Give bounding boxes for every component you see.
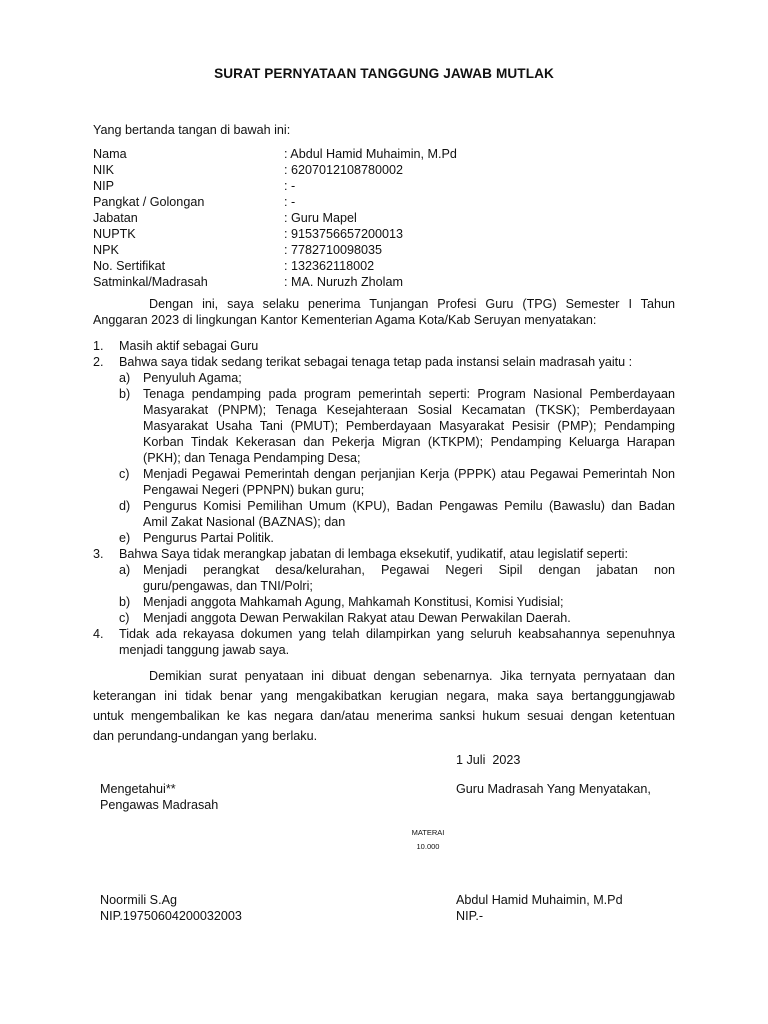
identity-value: : MA. Nuruzh Zholam — [284, 275, 403, 289]
list-line: Amil Zakat Nasional (BAZNAS); dan — [143, 515, 346, 529]
identity-label: Pangkat / Golongan — [93, 195, 205, 209]
identity-row — [93, 146, 693, 162]
sub-list-item-letter: d) — [119, 499, 131, 513]
statement-line: Anggaran 2023 di lingkungan Kantor Kementerian Agama Kota/Kab Seruyan menyatakan: — [93, 313, 597, 327]
list-item-text — [119, 546, 675, 562]
sub-list-item-letter: c) — [119, 611, 130, 625]
identity-value: : 9153756657200013 — [284, 227, 404, 241]
right-signatory-nip: NIP.- — [456, 909, 484, 923]
identity-row — [93, 226, 693, 242]
identity-label: NIK — [93, 163, 114, 177]
statement-paragraph — [93, 296, 675, 328]
left-signatory-name: Noormili S.Ag — [100, 893, 177, 907]
left-signature-role: Pengawas Madrasah — [100, 798, 219, 812]
sub-list-item-text — [143, 530, 675, 546]
right-signature-heading: Guru Madrasah Yang Menyatakan, — [456, 782, 651, 796]
sub-list-item-text — [143, 498, 675, 530]
closing-line: untuk mengembalikan ke kas negara dan/atau menerima sanksi hukum sesuai dengan ketentuan — [93, 709, 675, 723]
sub-list-item — [93, 610, 675, 626]
sub-list-item-letter: a) — [119, 563, 131, 577]
sub-list-item — [93, 530, 675, 546]
sub-list-item-letter: b) — [119, 595, 131, 609]
list-line: Bahwa saya tidak sedang terikat sebagai tenaga tetap pada instansi selain madrasah yaitu : — [119, 355, 633, 369]
list-item — [93, 354, 675, 370]
identity-label: Jabatan — [93, 211, 138, 225]
statement-line: Dengan ini, saya selaku penerima Tunjangan Profesi Guru (TPG) Semester I Tahun — [149, 297, 675, 311]
sub-list-item — [93, 386, 675, 466]
closing-line: dan perundang-undangan yang berlaku. — [93, 729, 318, 743]
identity-row — [93, 258, 693, 274]
right-signature-block — [456, 781, 651, 797]
left-signature-heading: Mengetahui** — [100, 782, 176, 796]
list-line: Menjadi perangkat desa/kelurahan, Pegawai Negeri Sipil dengan jabatan non — [143, 563, 675, 577]
list-item-text — [119, 626, 675, 658]
left-signature-block — [100, 781, 218, 813]
identity-row — [93, 210, 693, 226]
right-signatory-name: Abdul Hamid Muhaimin, M.Pd — [456, 893, 623, 907]
identity-table — [93, 146, 693, 290]
list-line: Masyarakat Usaha Tani (PMUT); Pemberdayaan Masyarakat Pesisir (PMP); Pendamping — [143, 419, 675, 433]
identity-value: : 132362118002 — [284, 259, 375, 273]
list-line: Masyarakat (PNPM); Tenaga Kesejahteraan Sosial Kecamatan (TKSK); Pemberdayaan — [143, 403, 675, 417]
list-line: Bahwa Saya tidak merangkap jabatan di lembaga eksekutif, yudikatif, atau legislatif seperti: — [119, 547, 628, 561]
list-line: (PKH); dan Tenaga Pendamping Desa; — [143, 451, 361, 465]
sub-list-item — [93, 466, 675, 498]
identity-label: Nama — [93, 147, 127, 161]
left-signatory-nip: NIP.19750604200032003 — [100, 909, 242, 923]
identity-value: : 7782710098035 — [284, 243, 383, 257]
sub-list-item — [93, 498, 675, 530]
sub-list-item — [93, 370, 675, 386]
sub-list-item-letter: c) — [119, 467, 130, 481]
materai-value: 10.000 — [416, 842, 440, 851]
closing-line: keterangan ini tidak benar yang mengakibatkan kerugian negara, maka saya bertanggungjawab — [93, 689, 675, 703]
list-line: Menjadi Pegawai Pemerintah dengan perjanjian Kerja (PPPK) atau Pegawai Pemerintah Non — [143, 467, 675, 481]
list-line: Masih aktif sebagai Guru — [119, 339, 259, 353]
identity-row — [93, 178, 693, 194]
identity-row — [93, 274, 693, 290]
list-line: Pengurus Partai Politik. — [143, 531, 274, 545]
signing-date: 1 Juli 2023 — [456, 753, 521, 767]
sub-list-item-letter: a) — [119, 371, 131, 385]
list-item-number: 4. — [93, 627, 104, 641]
list-item — [93, 546, 675, 562]
list-line: Tenaga pendamping pada program pemerintah seperti: Program Nasional Pemberdayaan — [143, 387, 675, 401]
identity-row — [93, 162, 693, 178]
sub-list-item-text — [143, 594, 675, 610]
list-line: Penyuluh Agama; — [143, 371, 242, 385]
sub-list-item-text — [143, 370, 675, 386]
sub-list-item-letter: e) — [119, 531, 131, 545]
sub-list-item-text — [143, 562, 675, 594]
identity-label: NPK — [93, 243, 119, 257]
materai-stamp — [396, 826, 460, 854]
closing-line: Demikian surat penyataan ini dibuat dengan sebenarnya. Jika ternyata pernyataan dan — [149, 669, 675, 683]
statement-list — [93, 338, 675, 658]
identity-label: No. Sertifikat — [93, 259, 166, 273]
sub-list-item — [93, 594, 675, 610]
list-line: guru/pengawas, dan TNI/Polri; — [143, 579, 313, 593]
materai-label: MATERAI — [411, 828, 445, 837]
list-item-text — [119, 354, 675, 370]
list-item — [93, 626, 675, 658]
closing-paragraph — [93, 666, 675, 746]
list-line: Korban Tindak Kekerasan dan Pekerja Migran (KTKPM); Pendamping Keluarga Harapan — [143, 435, 675, 449]
list-line: Pengurus Komisi Pemilihan Umum (KPU), Badan Pengawas Pemilu (Bawaslu) dan Badan — [143, 499, 675, 513]
list-item-text — [119, 338, 675, 354]
identity-label: NIP — [93, 179, 114, 193]
sub-list-item-text — [143, 610, 675, 626]
identity-value: : Abdul Hamid Muhaimin, M.Pd — [284, 147, 457, 161]
identity-label: Satminkal/Madrasah — [93, 275, 208, 289]
list-item-number: 2. — [93, 355, 104, 369]
intro-text: Yang bertanda tangan di bawah ini: — [93, 123, 291, 137]
list-line: Tidak ada rekayasa dokumen yang telah dilampirkan yang seluruh keabsahannya sepenuhnya — [119, 627, 675, 641]
right-signatory — [456, 892, 623, 924]
identity-row — [93, 242, 693, 258]
sub-list-item-text — [143, 386, 675, 466]
identity-row — [93, 194, 693, 210]
list-line: menjadi tanggung jawab saya. — [119, 643, 290, 657]
list-item-number: 3. — [93, 547, 104, 561]
identity-value: : 6207012108780002 — [284, 163, 404, 177]
sub-list-item-letter: b) — [119, 387, 131, 401]
identity-label: NUPTK — [93, 227, 136, 241]
document-title: SURAT PERNYATAAN TANGGUNG JAWAB MUTLAK — [214, 66, 554, 81]
list-line: Pengawai Negeri (PPNPN) bukan guru; — [143, 483, 365, 497]
identity-value: : Guru Mapel — [284, 211, 357, 225]
list-line: Menjadi anggota Dewan Perwakilan Rakyat atau Dewan Perwakilan Daerah. — [143, 611, 571, 625]
list-item-number: 1. — [93, 339, 104, 353]
sub-list-item — [93, 562, 675, 594]
identity-value: : - — [284, 179, 296, 193]
identity-value: : - — [284, 195, 296, 209]
sub-list-item-text — [143, 466, 675, 498]
list-line: Menjadi anggota Mahkamah Agung, Mahkamah Konstitusi, Komisi Yudisial; — [143, 595, 564, 609]
list-item — [93, 338, 675, 354]
left-signatory — [100, 892, 242, 924]
